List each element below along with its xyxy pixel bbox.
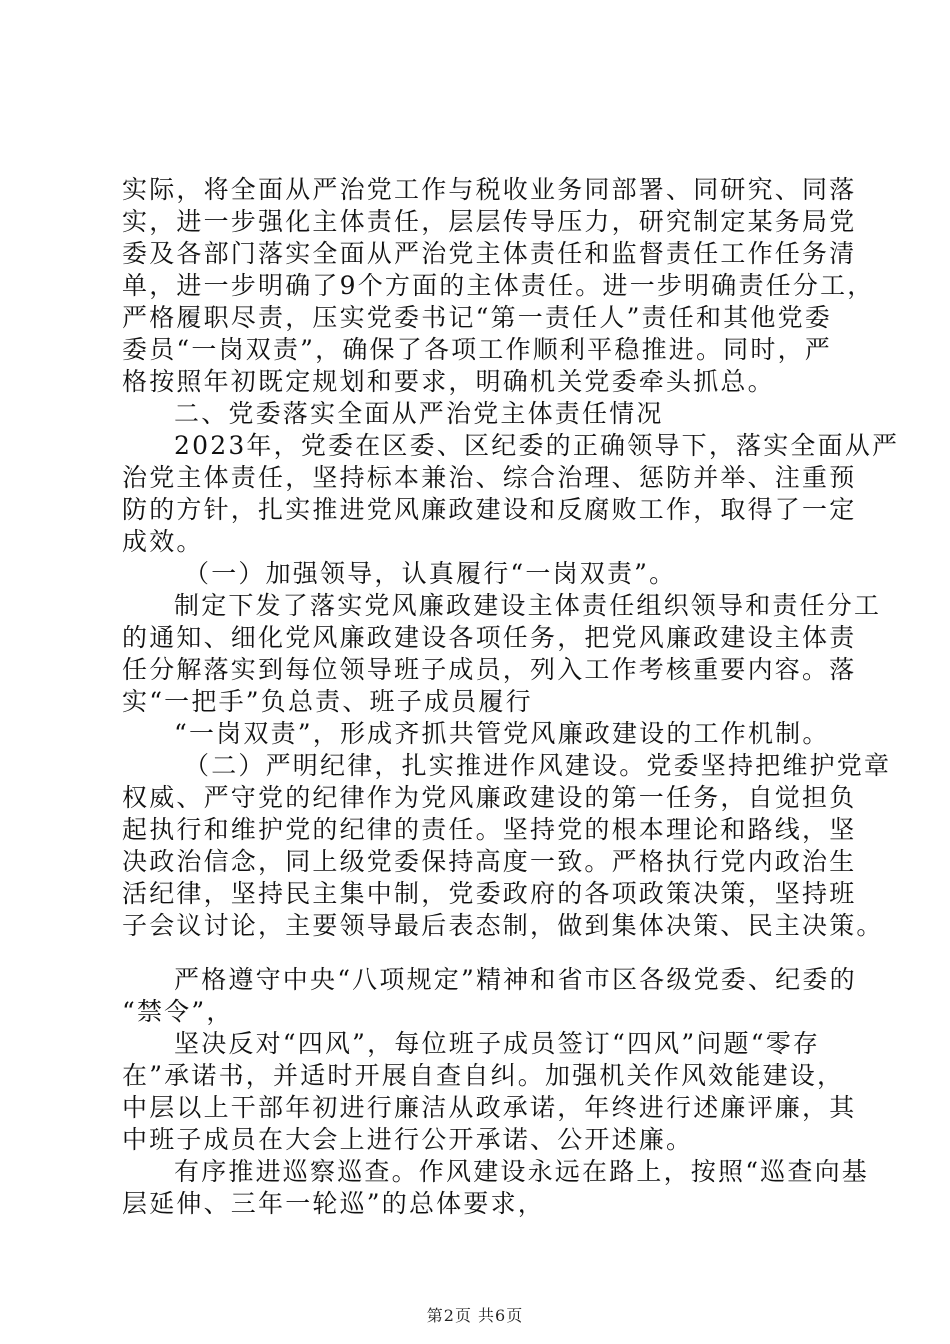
text-line: 严格履职尽责，压实党委书记“第一责任人”责任和其他党委 — [122, 303, 832, 332]
page-number-footer: 第2页 共6页 — [426, 1306, 524, 1325]
text-line: 实，进一步强化主体责任，层层传导压力，研究制定某务局党 — [122, 207, 857, 236]
text-line: 起执行和维护党的纪律的责任。坚持党的根本理论和路线，坚 — [122, 815, 857, 844]
text-line: 单，进一步明确了9个方面的主体责任。进一步明确责任分工， — [122, 271, 875, 300]
text-line: 有序推进巡察巡查。作风建设永远在路上，按照“巡查向基 — [174, 1157, 869, 1186]
text-line: （二）严明纪律，扎实推进作风建设。党委坚持把维护党章 — [184, 751, 892, 780]
text-line: 坚决反对“四风”，每位班子成员签订“四风”问题“零存 — [174, 1029, 821, 1058]
text-line: 活纪律，坚持民主集中制，党委政府的各项政策决策，坚持班 — [122, 879, 857, 908]
section-heading: 二、党委落实全面从严治党主体责任情况 — [174, 399, 664, 428]
text-line: 2023年，党委在区委、区纪委的正确领导下，落实全面从严 — [174, 431, 900, 460]
text-line: 子会议讨论，主要领导最后表态制，做到集体决策、民主决策。 — [122, 911, 884, 940]
text-line: 制定下发了落实党风廉政建设主体责任组织领导和责任分工 — [174, 591, 882, 620]
text-line: 实“一把手”负总责、班子成员履行 — [122, 687, 533, 716]
text-line: 实际，将全面从严治党工作与税收业务同部署、同研究、同落 — [122, 175, 857, 204]
text-line: 在”承诺书，并适时开展自查自纠。加强机关作风效能建设， — [122, 1061, 845, 1090]
text-line: 任分解落实到每位领导班子成员，列入工作考核重要内容。落 — [122, 655, 857, 684]
text-line: “禁令”， — [122, 997, 234, 1026]
text-line: 委员“一岗双责”，确保了各项工作顺利平稳推进。同时，严 — [122, 335, 832, 364]
text-line: 权威、严守党的纪律作为党风廉政建设的第一任务，自觉担负 — [122, 783, 857, 812]
text-line: 中班子成员在大会上进行公开承诺、公开述廉。 — [122, 1125, 694, 1154]
text-line: 的通知、细化党风廉政建设各项任务，把党风廉政建设主体责 — [122, 623, 857, 652]
text-line: 治党主体责任，坚持标本兼治、综合治理、惩防并举、注重预 — [122, 463, 857, 492]
text-line: 层延伸、三年一轮巡”的总体要求， — [122, 1189, 545, 1218]
text-line: 严格遵守中央“八项规定”精神和省市区各级党委、纪委的 — [174, 965, 857, 994]
subsection-heading: （一）加强领导，认真履行“一岗双责”。 — [184, 559, 677, 588]
text-line: 成效。 — [122, 527, 204, 556]
text-line: 委及各部门落实全面从严治党主体责任和监督责任工作任务清 — [122, 239, 857, 268]
text-line: 决政治信念，同上级党委保持高度一致。严格执行党内政治生 — [122, 847, 857, 876]
text-line: 防的方针，扎实推进党风廉政建设和反腐败工作，取得了一定 — [122, 495, 857, 524]
text-line: 格按照年初既定规划和要求，明确机关党委牵头抓总。 — [122, 367, 775, 396]
text-line: “一岗双责”，形成齐抓共管党风廉政建设的工作机制。 — [174, 719, 830, 748]
text-line: 中层以上干部年初进行廉洁从政承诺，年终进行述廉评廉，其 — [122, 1093, 857, 1122]
